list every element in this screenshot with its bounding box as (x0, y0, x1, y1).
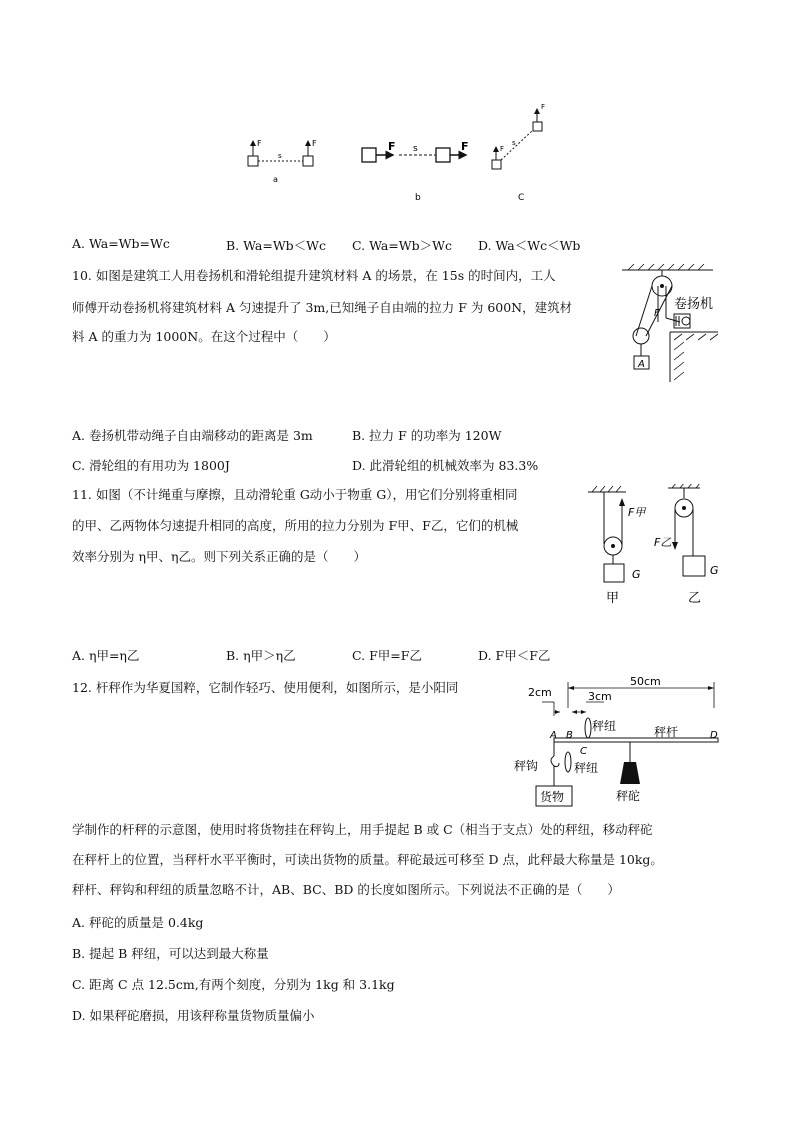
svg-text:F: F (500, 145, 505, 153)
work-comparison-figure (240, 100, 560, 210)
q10-stem-line3: 料 A 的重力为 1000N。在这个过程中（ ） (72, 329, 336, 344)
q11-stem-line3: 效率分别为 η甲、η乙。则下列关系正确的是（ ） (72, 549, 366, 564)
svg-text:B: B (566, 730, 573, 741)
fig-a-force: F (257, 139, 262, 148)
svg-text:G: G (632, 568, 641, 581)
svg-text:F: F (312, 139, 317, 148)
q11-stem-line2: 的甲、乙两物体匀速提升相同的高度，所用的拉力分别为 F甲、F乙，它们的机械 (72, 518, 519, 533)
q12-option-d[interactable]: D. 如果秤砣磨损，用该秤称量货物质量偏小 (72, 1008, 315, 1023)
winch-label: 卷扬机 (674, 297, 714, 312)
q11-option-a[interactable]: A. η甲=η乙 (72, 648, 140, 663)
q12-option-a[interactable]: A. 秤砣的质量是 0.4kg (72, 915, 204, 930)
q10-option-b[interactable]: B. 拉力 F 的功率为 120W (352, 428, 502, 443)
svg-text:A: A (638, 359, 645, 370)
svg-text:F: F (388, 140, 396, 153)
q11-option-d[interactable]: D. F甲＜F乙 (478, 648, 551, 663)
fig-jia-label: 甲 (606, 591, 620, 606)
q12-stem-line3: 在秤杆上的位置，当秤杆水平平衡时，可读出货物的质量。秤砣最远可移至 D 点，此秤最大称量是 10kg。 (72, 852, 663, 867)
q12-stem-line1: 12. 杆秤作为华夏国粹，它制作轻巧、使用便利，如图所示，是小阳同 (72, 680, 459, 695)
svg-text:F乙: F乙 (654, 536, 672, 549)
svg-text:s: s (413, 144, 418, 154)
q11-option-c[interactable]: C. F甲=F乙 (352, 648, 422, 663)
svg-text:C: C (580, 746, 587, 757)
svg-text:F: F (541, 103, 546, 111)
svg-text:F甲: F甲 (628, 506, 646, 519)
q10-option-a[interactable]: A. 卷扬机带动绳子自由端移动的距离是 3m (72, 428, 313, 443)
weight-label: 秤砣 (616, 789, 641, 803)
fig-yi-label: 乙 (688, 591, 702, 606)
q10-option-d[interactable]: D. 此滑轮组的机械效率为 83.3% (352, 458, 539, 473)
svg-text:秤钩: 秤钩 (514, 759, 539, 773)
q10-option-c[interactable]: C. 滑轮组的有用功为 1800J (72, 458, 230, 473)
q12-stem-line2: 学制作的杆秤的示意图，使用时将货物挂在秤钩上，用手提起 B 或 C（相当于支点）处的秤纽，移动秤砣 (72, 822, 653, 837)
svg-text:F: F (461, 140, 469, 153)
svg-text:2cm: 2cm (528, 686, 552, 699)
svg-text:s: s (278, 152, 282, 160)
q9-option-b[interactable]: B. Wa=Wb＜Wc (226, 238, 327, 253)
svg-text:G: G (710, 564, 719, 577)
q10-stem-line1: 10. 如图是建筑工人用卷扬机和滑轮组提升建筑材料 A 的场景，在 15s 的时间内，工人 (72, 268, 556, 283)
q9-option-c[interactable]: C. Wa=Wb＞Wc (352, 238, 452, 253)
svg-text:50cm: 50cm (630, 675, 661, 688)
steelyard-figure (512, 672, 724, 812)
q11-option-b[interactable]: B. η甲＞η乙 (226, 648, 296, 663)
q12-stem-line4: 秤杆、秤钩和秤纽的质量忽略不计，AB、BC、BD 的长度如图所示。下列说法不正确的是（ ） (72, 882, 620, 897)
svg-text:秤纽: 秤纽 (574, 761, 599, 775)
fig-label-a: a (273, 175, 278, 184)
q9-option-a[interactable]: A. Wa=Wb=Wc (72, 236, 170, 251)
fig-label-b: b (415, 193, 421, 203)
q11-stem-line1: 11. 如图（不计绳重与摩擦，且动滑轮重 G动小于物重 G），用它们分别将重相同 (72, 487, 518, 502)
figure-a (248, 139, 317, 184)
two-pulleys-figure (584, 484, 734, 606)
q12-option-b[interactable]: B. 提起 B 秤纽，可以达到最大称量 (72, 946, 269, 961)
q12-option-c[interactable]: C. 距离 C 点 12.5cm,有两个刻度，分别为 1kg 和 3.1kg (72, 977, 395, 992)
figure-b (362, 140, 469, 203)
svg-text:F: F (654, 308, 660, 319)
goods-label: 货物 (540, 790, 565, 804)
svg-text:秤纽: 秤纽 (592, 719, 617, 733)
svg-text:秤杆: 秤杆 (654, 725, 679, 739)
svg-text:s: s (512, 139, 516, 147)
svg-text:A: A (550, 730, 557, 741)
winch-pulley-figure (618, 264, 728, 384)
q9-option-d[interactable]: D. Wa＜Wc＜Wb (478, 238, 581, 253)
fig-label-c: C (518, 193, 525, 203)
svg-text:D: D (710, 730, 718, 741)
svg-text:3cm: 3cm (588, 690, 612, 703)
q10-stem-line2: 师傅开动卷扬机将建筑材料 A 匀速提升了 3m,已知绳子自由端的拉力 F 为 600N，建筑材 (72, 300, 573, 315)
figure-c (492, 103, 545, 203)
